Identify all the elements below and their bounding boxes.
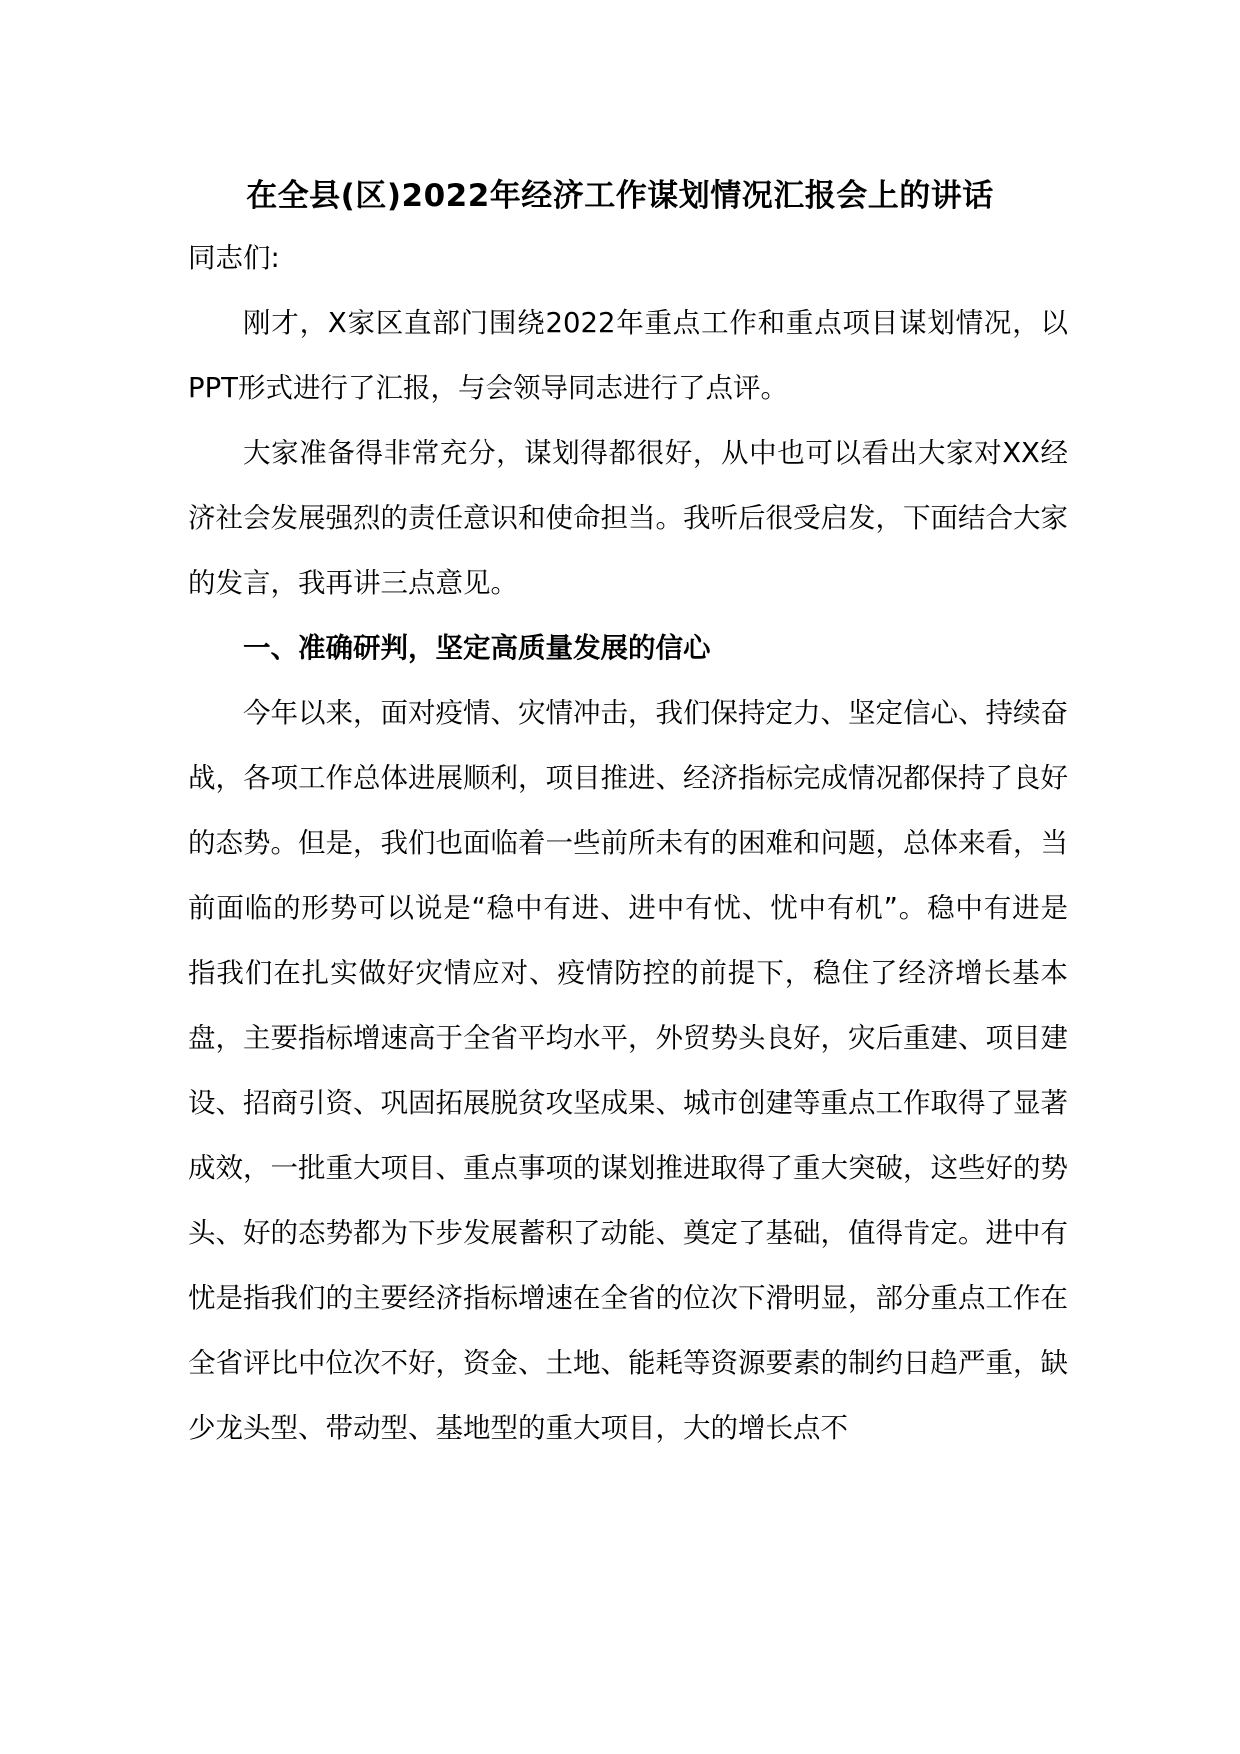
section-heading-1: 一、准确研判，坚定高质量发展的信心 xyxy=(243,632,711,664)
document-title: 在全县(区)2022年经济工作谋划情况汇报会上的讲话 xyxy=(246,178,994,214)
document-body xyxy=(188,226,1068,1461)
paragraph-section-1: 今年以来，面对疫情、灾情冲击，我们保持定力、坚定信心、持续奋战，各项工作总体进展顺利，项目推进、经济指标完成情况都保持了良好的态势。但是，我们也面临着一些前所未有的困难和问题，总体来看，当前面临的形势可以说是“稳中有进、进中有忧、忧中有机”。稳中有进是指我们在扎实做好灾情应对、疫情防控的前提下，稳住了经济增长基本盘，主要指标增速高于全省平均水平，外贸势头良好，灾后重建、项目建设、招商引资、巩固拓展脱贫攻坚成果、城市创建等重点工作取得了显著成效，一批重大项目、重点事项的谋划推进取得了重大突破，这些好的势头、好的态势都为下步发展蓄积了动能、奠定了基础，值得肯定。进中有忧是指我们的主要经济指标增速在全省的位次下滑明显，部分重点工作在全省评比中位次不好，资金、土地、能耗等资源要素的制约日趋严重，缺少龙头型、带动型、基地型的重大项目，大的增长点不 xyxy=(188,697,1068,1444)
salutation: 同志们: xyxy=(188,242,280,274)
paragraph-intro: 刚才，X家区直部门围绕2022年重点工作和重点项目谋划情况，以PPT形式进行了汇报，与会领导同志进行了点评。 xyxy=(188,307,1068,404)
paragraph-transition: 大家准备得非常充分，谋划得都很好，从中也可以看出大家对XX经济社会发展强烈的责任意识和使命担当。我听后很受启发，下面结合大家的发言，我再讲三点意见。 xyxy=(188,437,1068,599)
